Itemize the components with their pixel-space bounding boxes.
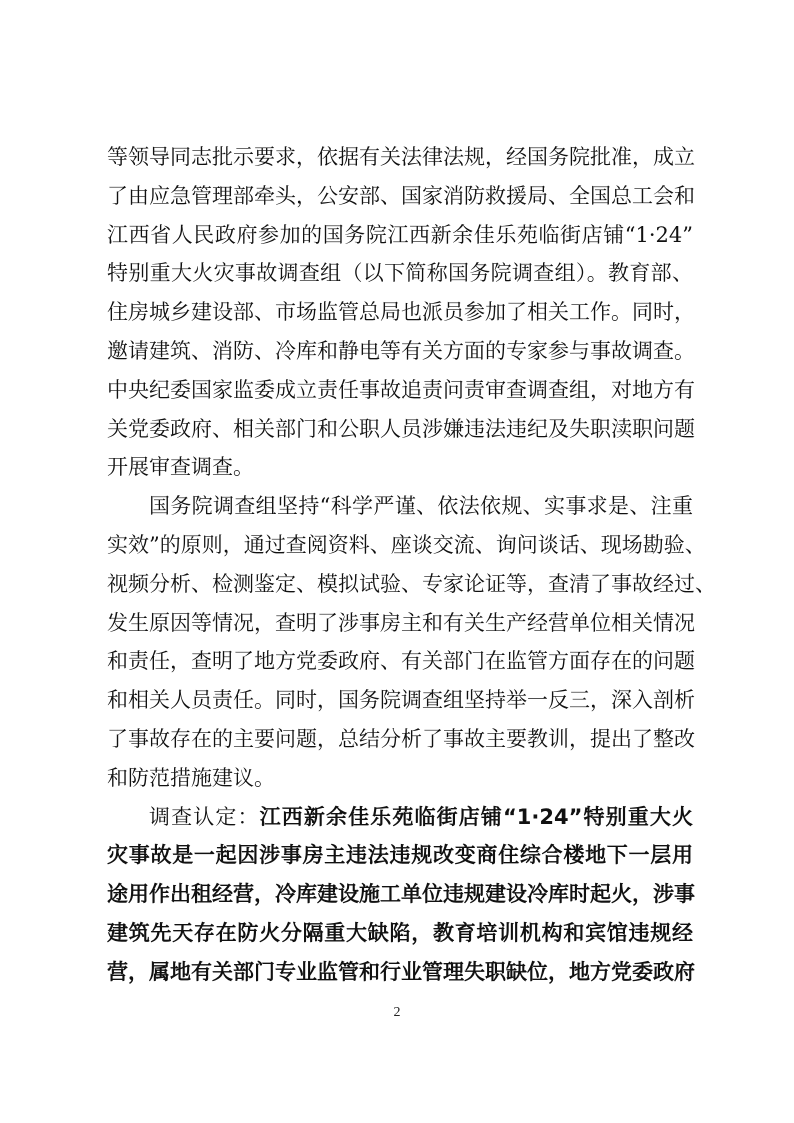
text-line: 中央纪委国家监委成立责任事故追责问责审查调查组，对地方有: [107, 377, 695, 402]
paragraph-3: [107, 798, 693, 992]
text-line: 关党委政府、相关部门和公职人员涉嫌违法违纪及失职渎职问题: [107, 416, 695, 441]
text-line: 特别重大火灾事故调查组（以下简称国务院调查组）。教育部、: [107, 261, 693, 286]
paragraph-2: [107, 487, 716, 797]
text-line: 发生原因等情况，查明了涉事房主和有关生产经营单位相关情况: [107, 610, 695, 635]
text-line: 邀请建筑、消防、冷库和静电等有关方面的专家参与事故调查。: [107, 338, 695, 363]
text-line: 营，属地有关部门专业监管和行业管理失职缺位，地方党委政府: [107, 959, 695, 984]
text-line: 途用作出租经营，冷库建设施工单位违规建设冷库时起火，涉事: [107, 882, 695, 907]
text-line: 江西省人民政府参加的国务院江西新余佳乐苑临街店铺“1·24”: [107, 222, 693, 247]
text-line: 实效”的原则，通过查阅资料、座谈交流、询问谈话、现场勘验、: [107, 532, 706, 557]
document-body: [107, 138, 716, 992]
text-line: 和责任，查明了地方党委政府、有关部门在监管方面存在的问题: [107, 649, 695, 674]
text-line: 和防范措施建议。: [107, 765, 275, 790]
paragraph-1: [107, 138, 693, 487]
finding-text: 江西新余佳乐苑临街店铺“1·24”特别重大火: [259, 804, 694, 829]
text-line: 了由应急管理部牵头，公安部、国家消防救援局、全国总工会和: [107, 183, 695, 208]
text-line: 灾事故是一起因涉事房主违法违规改变商住综合楼地下一层用: [107, 843, 693, 868]
text-line: [107, 798, 693, 837]
finding-lead: 调查认定：: [149, 804, 260, 829]
text-line: 等领导同志批示要求，依据有关法律法规，经国务院批准，成立: [107, 145, 695, 169]
text-line: 国务院调查组坚持“科学严谨、依法依规、实事求是、注重: [149, 494, 693, 519]
text-line: 建筑先天存在防火分隔重大缺陷，教育培训机构和宾馆违规经: [107, 920, 693, 945]
page-number: 2: [393, 1005, 401, 1020]
text-line: 开展审查调查。: [107, 455, 254, 480]
text-line: 了事故存在的主要问题，总结分析了事故主要教训，提出了整改: [107, 726, 695, 751]
text-line: 视频分析、检测鉴定、模拟试验、专家论证等，查清了事故经过、: [107, 571, 716, 596]
text-line: 住房城乡建设部、市场监管总局也派员参加了相关工作。同时，: [107, 300, 695, 325]
text-line: 和相关人员责任。同时，国务院调查组坚持举一反三，深入剖析: [107, 688, 695, 713]
